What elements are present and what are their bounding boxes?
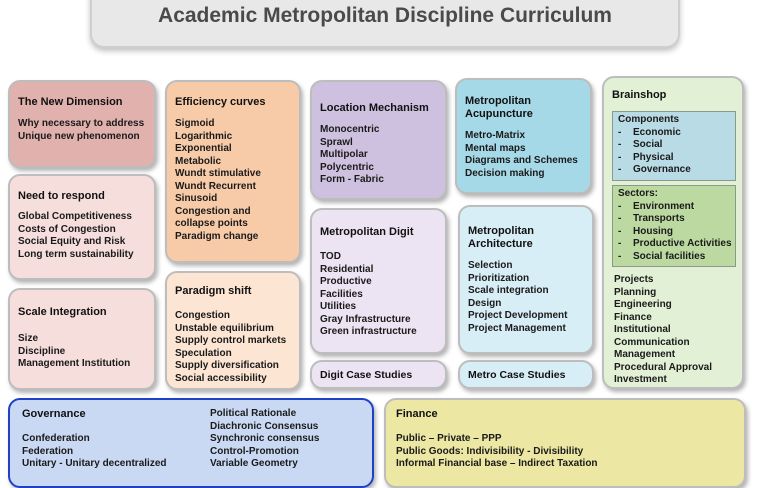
list-item: Monocentric — [320, 124, 380, 135]
card-metro-case-studies — [458, 360, 594, 389]
list-item: Projects — [614, 274, 654, 285]
card-title-line1: Metropolitan — [468, 225, 534, 237]
list-item: - Physical — [618, 152, 730, 165]
list-item: Paradigm change — [175, 230, 259, 242]
list-item: Institutional — [614, 324, 671, 335]
list-item: TOD — [320, 251, 341, 262]
sectors-box — [612, 185, 736, 267]
list-item: Engineering — [614, 299, 672, 310]
list-item: Gray Infrastructure — [320, 313, 411, 325]
list-item: - Governance — [618, 164, 730, 177]
list-item: Long term sustainability — [18, 248, 134, 260]
list-item: - Economic — [618, 127, 730, 140]
card-metropolitan-architecture — [458, 205, 594, 354]
list-item: Metabolic — [175, 155, 222, 167]
list-item: Procedural Approval — [614, 361, 712, 373]
list-item: - Social facilities — [618, 251, 730, 264]
card-title-line2: Architecture — [468, 238, 533, 250]
list-item: Utilities — [320, 301, 357, 312]
list-item: - Productive Activities — [618, 238, 730, 251]
list-item: Residential — [320, 263, 374, 275]
list-item: - Environment — [618, 201, 730, 214]
list-item: Project Management — [468, 322, 566, 334]
title-banner — [90, 0, 680, 48]
list-item: - Housing — [618, 226, 730, 239]
list-item: Selection — [468, 260, 513, 271]
page-title: Academic Metropolitan Discipline Curriculum — [158, 4, 612, 27]
list-item: Finance — [614, 311, 652, 323]
list-item: Sinusoid — [175, 193, 218, 204]
list-item: Variable Geometry — [210, 458, 298, 469]
list-item: Decision making — [465, 167, 545, 179]
list-item: Discipline — [18, 345, 66, 357]
list-item: Planning — [614, 286, 657, 298]
list-item: Polycentric — [320, 161, 374, 173]
list-item: Social accessibility — [175, 372, 267, 384]
list-item: - Transports — [618, 213, 730, 226]
card-title: Digit Case Studies — [320, 369, 413, 381]
list-item: Social Equity and Risk — [18, 236, 126, 247]
list-item: Congestion and — [175, 205, 251, 217]
card-title: Governance — [22, 408, 86, 420]
components-box — [612, 111, 736, 181]
list-item: Investment — [614, 374, 667, 385]
card-title: Metropolitan Digit — [320, 226, 414, 238]
list-item: Scale integration — [468, 285, 549, 296]
card-title: Brainshop — [612, 89, 667, 101]
card-digit-case-studies — [310, 360, 447, 389]
list-item: Public Goods: Indivisibility - Divisibility — [396, 445, 584, 457]
list-item: Control-Promotion — [210, 445, 299, 457]
list-item: Wundt stimulative — [175, 168, 261, 179]
list-item: Global Competitiveness — [18, 211, 132, 222]
card-scale-integration — [8, 288, 156, 390]
list-item: Size — [18, 333, 39, 344]
list-item: Management — [614, 349, 676, 360]
card-title: Scale Integration — [18, 306, 107, 318]
card-governance — [8, 398, 374, 488]
card-title: Location Mechanism — [320, 102, 429, 114]
list-item: Prioritization — [468, 272, 530, 284]
list-item: Unstable equilibrium — [175, 322, 274, 334]
list-item: Costs of Congestion — [18, 223, 116, 235]
list-item: Unique new phenomenon — [18, 130, 140, 142]
list-item: Form - Fabric — [320, 174, 384, 185]
list-item: Confederation — [22, 433, 90, 444]
card-metropolitan-digit — [310, 208, 447, 354]
list-item: Sprawl — [320, 136, 353, 148]
list-item: Logarithmic — [175, 130, 233, 142]
list-item: Federation — [22, 445, 74, 457]
card-title-line2: Acupuncture — [465, 108, 533, 120]
list-item: Exponential — [175, 143, 232, 154]
list-item: Wundt Recurrent — [175, 180, 256, 192]
components-title: Components — [618, 114, 680, 125]
list-item: Communication — [614, 336, 690, 348]
list-item: - Social — [618, 139, 730, 152]
list-item: Mental maps — [465, 142, 526, 154]
list-item: Facilities — [320, 288, 363, 300]
list-item: Project Development — [468, 310, 568, 321]
list-item: Green infrastructure — [320, 326, 417, 337]
card-location-mechanism — [310, 80, 447, 200]
card-new-dimension — [8, 80, 156, 168]
card-paradigm-shift — [165, 271, 301, 390]
card-metropolitan-acupuncture — [455, 78, 592, 194]
card-title: Paradigm shift — [175, 285, 252, 297]
list-item: Informal Financial base – Indirect Taxation — [396, 458, 598, 469]
card-title: The New Dimension — [18, 96, 123, 108]
list-item: Speculation — [175, 347, 232, 359]
sectors-title: Sectors: — [618, 188, 659, 199]
list-item: Supply diversification — [175, 360, 279, 371]
list-item: collapse points — [175, 218, 248, 229]
card-title: Metro Case Studies — [468, 369, 566, 381]
card-title: Efficiency curves — [175, 96, 266, 108]
card-need-to-respond — [8, 174, 156, 280]
card-title: Finance — [396, 408, 438, 420]
card-title-line1: Metropolitan — [465, 95, 531, 107]
list-item: Political Rationale — [210, 408, 297, 419]
list-item: Public – Private – PPP — [396, 433, 502, 444]
list-item: Supply control markets — [175, 335, 287, 346]
list-item: Multipolar — [320, 149, 368, 160]
list-item: Design — [468, 297, 502, 309]
card-finance — [384, 398, 746, 488]
card-efficiency-curves — [165, 80, 301, 263]
list-item: Congestion — [175, 310, 230, 321]
list-item: Diachronic Consensus — [210, 420, 319, 432]
list-item: Management Institution — [18, 358, 131, 369]
list-item: Sigmoid — [175, 118, 215, 129]
list-item: Diagrams and Schemes — [465, 155, 578, 166]
list-item: Unitary - Unitary decentralized — [22, 458, 167, 469]
card-brainshop — [602, 76, 744, 389]
card-title: Need to respond — [18, 190, 105, 202]
list-item: Metro-Matrix — [465, 130, 526, 141]
list-item: Productive — [320, 276, 372, 287]
list-item: Synchronic consensus — [210, 433, 320, 444]
list-item: Why necessary to address — [18, 118, 145, 129]
